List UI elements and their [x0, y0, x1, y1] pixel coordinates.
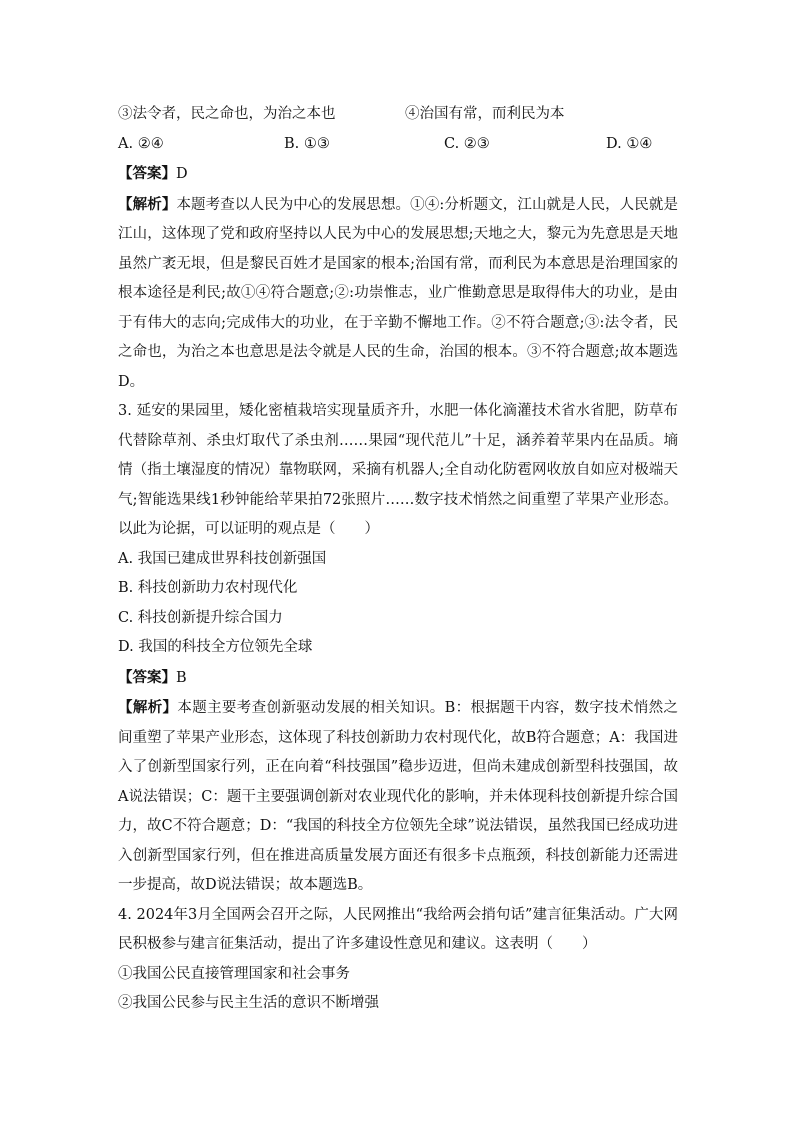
- q3-stem: 3. 延安的果园里，矮化密植栽培实现量质齐升，水肥一体化滴灌技术省水省肥，防草布代替除草剂、杀虫灯取代了杀虫剂……果园“现代范儿”十足，涵养着苹果内在品质。墒情（指土壤湿度的情况）靠物联网，采摘有机器人;全自动化防雹网收放自如应对极端天气;智能选果线1秒钟能给苹果拍72张照片……数字技术悄然之间重塑了苹果产业形态。以此为论据，可以证明的观点是（ ）: [118, 403, 678, 537]
- q3-answer-value: B: [176, 669, 187, 686]
- q2-items-row: [118, 100, 678, 130]
- q4-item-1: ①我国公民直接管理国家和社会事务: [118, 965, 350, 982]
- q3-analysis-text: 本题主要考查创新驱动发展的相关知识。B：根据题干内容，数字技术悄然之间重塑了苹果产业形态，这体现了科技创新助力农村现代化，故B符合题意；A：我国进入了创新型国家行列，正在向着“科技强国”稳步迈进，但尚未建成创新型科技强国，故A说法错误；C：题干主要强调创新对农业现代化的影响，并未体现科技创新提升综合国力，故C不符合题意；D：“我国的科技全方位领先全球”说法错误，虽然我国已经成功进入创新型国家行列，但在推进高质量发展方面还有很多卡点瓶颈，科技创新能力还需进一步提高，故D说法错误；故本题选B。: [118, 700, 678, 893]
- q2-answer-label: 【答案】: [118, 165, 176, 182]
- q3-option-c: C. 科技创新提升综合国力: [118, 609, 283, 626]
- q2-option-d: D. ①④: [606, 135, 653, 152]
- q2-analysis-label: 【解析】: [118, 195, 177, 213]
- q3-option-d: D. 我国的科技全方位领先全球: [118, 639, 313, 655]
- q2-options: [118, 130, 678, 160]
- q4-item-2: ②我国公民参与民主生活的意识不断增强: [118, 995, 379, 1011]
- q3-analysis-label: 【解析】: [118, 699, 178, 716]
- q3-option-a: A. 我国已建成世界科技创新强国: [118, 550, 327, 567]
- q3-answer-label: 【答案】: [118, 668, 176, 686]
- q2-item-4: ④治国有常，而利民为本: [405, 106, 565, 122]
- q2-item-3: ③法令者，民之命也，为治之本也: [118, 106, 336, 122]
- q2-option-b: B. ①③: [284, 135, 330, 152]
- q3-answer: [118, 663, 678, 694]
- q3-option-b: B. 科技创新助力农村现代化: [118, 580, 298, 596]
- q2-answer: [118, 159, 678, 190]
- q2-analysis: [118, 190, 678, 398]
- q2-option-c: C. ②③: [444, 135, 490, 152]
- page-content: [118, 100, 678, 1019]
- q4-stem: 4. 2024年3月全国两会召开之际，人民网推出“我给两会捎句话”建言征集活动。广大网民积极参与建言征集活动，提出了许多建设性意见和建议。这表明（ ）: [118, 906, 678, 952]
- q2-answer-value: D: [176, 166, 188, 182]
- q2-option-a: A. ②④: [118, 135, 164, 152]
- q2-analysis-text: 本题考查以人民为中心的发展思想。①④:分析题文，江山就是人民，人民就是江山，这体现了党和政府坚持以人民为中心的发展思想;天地之大，黎元为先意思是天地虽然广袤无垠，但是黎民百姓才是国家的根本;治国有常，而利民为本意思是治理国家的根本途径是利民;故①④符合题意;②:功崇惟志，业广惟勤意思是取得伟大的功业，是由于有伟大的志向;完成伟大的功业，在于辛勤不懈地工作。②不符合题意;③:法令者，民之命也，为治之本也意思是法令就是人民的生命，治国的根本。③不符合题意;故本题选D。: [118, 196, 678, 390]
- q3-analysis: [118, 693, 678, 901]
